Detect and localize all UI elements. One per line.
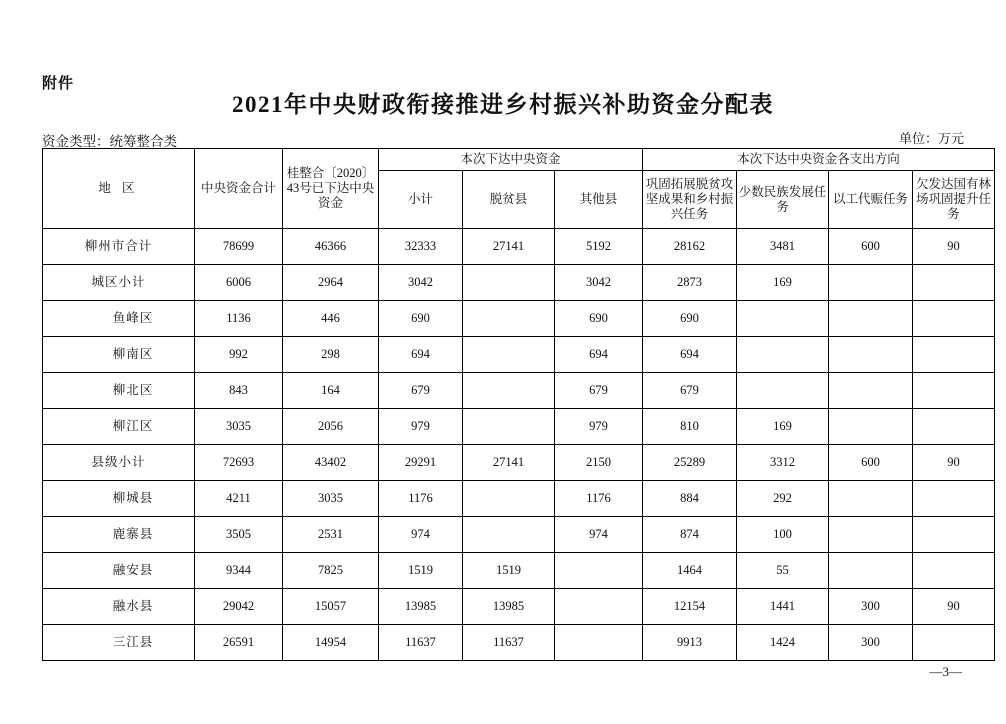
row-region: 县级小计 [43, 445, 195, 481]
table-row [43, 553, 995, 589]
cell-forest-farm-task: 90 [913, 589, 995, 625]
table-row [43, 265, 995, 301]
cell-previous-allocated: 15057 [283, 589, 379, 625]
cell-previous-allocated: 2531 [283, 517, 379, 553]
cell-other-county: 694 [555, 337, 643, 373]
cell-total: 1136 [195, 301, 283, 337]
column-header-region: 地 区 [43, 149, 195, 229]
cell-ethnic-development-task: 1441 [737, 589, 829, 625]
column-header-ethnic-development-task: 少数民族发展任务 [737, 171, 829, 229]
cell-consolidate-task: 9913 [643, 625, 737, 661]
table-row [43, 625, 995, 661]
cell-other-county: 690 [555, 301, 643, 337]
column-header-forest-farm-task: 欠发达国有林场巩固提升任务 [913, 171, 995, 229]
cell-previous-allocated: 14954 [283, 625, 379, 661]
cell-consolidate-task: 679 [643, 373, 737, 409]
cell-ethnic-development-task: 55 [737, 553, 829, 589]
cell-work-relief-task: 300 [829, 589, 913, 625]
row-region: 柳南区 [43, 337, 195, 373]
cell-consolidate-task: 884 [643, 481, 737, 517]
cell-poverty-county [463, 481, 555, 517]
row-region: 三江县 [43, 625, 195, 661]
cell-work-relief-task [829, 553, 913, 589]
row-region: 城区小计 [43, 265, 195, 301]
cell-work-relief-task [829, 301, 913, 337]
cell-other-county [555, 589, 643, 625]
cell-poverty-county [463, 337, 555, 373]
cell-consolidate-task: 12154 [643, 589, 737, 625]
cell-forest-farm-task [913, 517, 995, 553]
cell-subtotal: 29291 [379, 445, 463, 481]
cell-poverty-county [463, 301, 555, 337]
cell-total: 9344 [195, 553, 283, 589]
cell-total: 843 [195, 373, 283, 409]
cell-consolidate-task: 2873 [643, 265, 737, 301]
cell-total: 72693 [195, 445, 283, 481]
cell-previous-allocated: 2964 [283, 265, 379, 301]
cell-other-county: 979 [555, 409, 643, 445]
cell-other-county: 2150 [555, 445, 643, 481]
cell-work-relief-task: 600 [829, 445, 913, 481]
cell-poverty-county: 27141 [463, 229, 555, 265]
cell-ethnic-development-task: 169 [737, 409, 829, 445]
cell-subtotal: 974 [379, 517, 463, 553]
cell-ethnic-development-task: 169 [737, 265, 829, 301]
cell-total: 4211 [195, 481, 283, 517]
cell-poverty-county: 1519 [463, 553, 555, 589]
table-row [43, 337, 995, 373]
cell-subtotal: 11637 [379, 625, 463, 661]
cell-work-relief-task [829, 481, 913, 517]
table-row [43, 229, 995, 265]
cell-ethnic-development-task: 3312 [737, 445, 829, 481]
cell-ethnic-development-task: 292 [737, 481, 829, 517]
cell-previous-allocated: 3035 [283, 481, 379, 517]
cell-other-county: 679 [555, 373, 643, 409]
cell-total: 78699 [195, 229, 283, 265]
row-region: 鱼峰区 [43, 301, 195, 337]
cell-poverty-county [463, 373, 555, 409]
cell-work-relief-task: 300 [829, 625, 913, 661]
column-header-other-county: 其他县 [555, 171, 643, 229]
cell-subtotal: 690 [379, 301, 463, 337]
cell-previous-allocated: 164 [283, 373, 379, 409]
cell-ethnic-development-task [737, 373, 829, 409]
cell-consolidate-task: 25289 [643, 445, 737, 481]
cell-forest-farm-task [913, 625, 995, 661]
row-region: 柳城县 [43, 481, 195, 517]
cell-total: 3035 [195, 409, 283, 445]
row-region: 柳北区 [43, 373, 195, 409]
cell-ethnic-development-task: 100 [737, 517, 829, 553]
cell-work-relief-task [829, 517, 913, 553]
table-row [43, 481, 995, 517]
table-body [43, 229, 995, 661]
cell-total: 29042 [195, 589, 283, 625]
table-row [43, 373, 995, 409]
column-header-work-relief-task: 以工代赈任务 [829, 171, 913, 229]
page-number: —3— [929, 664, 962, 679]
cell-work-relief-task [829, 337, 913, 373]
row-region: 鹿寨县 [43, 517, 195, 553]
cell-other-county: 974 [555, 517, 643, 553]
cell-previous-allocated: 46366 [283, 229, 379, 265]
cell-subtotal: 694 [379, 337, 463, 373]
cell-previous-allocated: 446 [283, 301, 379, 337]
cell-forest-farm-task: 90 [913, 445, 995, 481]
page-title: 2021年中央财政衔接推进乡村振兴补助资金分配表 [232, 92, 774, 117]
cell-total: 26591 [195, 625, 283, 661]
cell-other-county: 3042 [555, 265, 643, 301]
cell-subtotal: 679 [379, 373, 463, 409]
cell-other-county: 1176 [555, 481, 643, 517]
cell-total: 3505 [195, 517, 283, 553]
cell-other-county [555, 625, 643, 661]
cell-consolidate-task: 1464 [643, 553, 737, 589]
unit-label: 单位：万元 [898, 131, 964, 146]
cell-previous-allocated: 7825 [283, 553, 379, 589]
cell-consolidate-task: 874 [643, 517, 737, 553]
cell-ethnic-development-task: 3481 [737, 229, 829, 265]
cell-consolidate-task: 690 [643, 301, 737, 337]
cell-previous-allocated: 2056 [283, 409, 379, 445]
cell-poverty-county [463, 517, 555, 553]
column-header-total: 中央资金合计 [195, 149, 283, 229]
cell-subtotal: 1176 [379, 481, 463, 517]
cell-ethnic-development-task [737, 301, 829, 337]
cell-poverty-county [463, 265, 555, 301]
cell-subtotal: 13985 [379, 589, 463, 625]
table-row [43, 409, 995, 445]
cell-poverty-county [463, 409, 555, 445]
row-region: 融水县 [43, 589, 195, 625]
cell-forest-farm-task [913, 265, 995, 301]
row-region: 融安县 [43, 553, 195, 589]
table-header [43, 149, 995, 229]
cell-forest-farm-task [913, 553, 995, 589]
cell-poverty-county: 11637 [463, 625, 555, 661]
cell-consolidate-task: 810 [643, 409, 737, 445]
cell-forest-farm-task [913, 373, 995, 409]
cell-work-relief-task [829, 373, 913, 409]
cell-ethnic-development-task: 1424 [737, 625, 829, 661]
fund-type-label: 资金类型：统筹整合类 [42, 134, 177, 149]
cell-forest-farm-task [913, 409, 995, 445]
group-header-this-allocation: 本次下达中央资金 [379, 149, 643, 171]
group-header-spending-direction: 本次下达中央资金各支出方向 [643, 149, 995, 171]
cell-forest-farm-task [913, 301, 995, 337]
fund-allocation-table [42, 148, 995, 661]
column-header-subtotal: 小计 [379, 171, 463, 229]
cell-consolidate-task: 694 [643, 337, 737, 373]
cell-subtotal: 32333 [379, 229, 463, 265]
cell-forest-farm-task: 90 [913, 229, 995, 265]
cell-previous-allocated: 298 [283, 337, 379, 373]
cell-work-relief-task [829, 265, 913, 301]
cell-other-county [555, 553, 643, 589]
cell-total: 992 [195, 337, 283, 373]
cell-subtotal: 3042 [379, 265, 463, 301]
table-row [43, 589, 995, 625]
cell-consolidate-task: 28162 [643, 229, 737, 265]
cell-work-relief-task: 600 [829, 229, 913, 265]
column-header-poverty-county: 脱贫县 [463, 171, 555, 229]
cell-subtotal: 979 [379, 409, 463, 445]
cell-previous-allocated: 43402 [283, 445, 379, 481]
cell-other-county: 5192 [555, 229, 643, 265]
column-header-previous-allocated: 桂整合〔2020〕43号已下达中央资金 [283, 149, 379, 229]
row-region: 柳州市合计 [43, 229, 195, 265]
cell-poverty-county: 13985 [463, 589, 555, 625]
cell-total: 6006 [195, 265, 283, 301]
cell-poverty-county: 27141 [463, 445, 555, 481]
table-row [43, 445, 995, 481]
table-row [43, 301, 995, 337]
cell-forest-farm-task [913, 337, 995, 373]
cell-subtotal: 1519 [379, 553, 463, 589]
cell-work-relief-task [829, 409, 913, 445]
attachment-label: 附件 [42, 76, 75, 92]
cell-ethnic-development-task [737, 337, 829, 373]
column-header-consolidate-task: 巩固拓展脱贫攻坚成果和乡村振兴任务 [643, 171, 737, 229]
row-region: 柳江区 [43, 409, 195, 445]
table-row [43, 517, 995, 553]
cell-forest-farm-task [913, 481, 995, 517]
